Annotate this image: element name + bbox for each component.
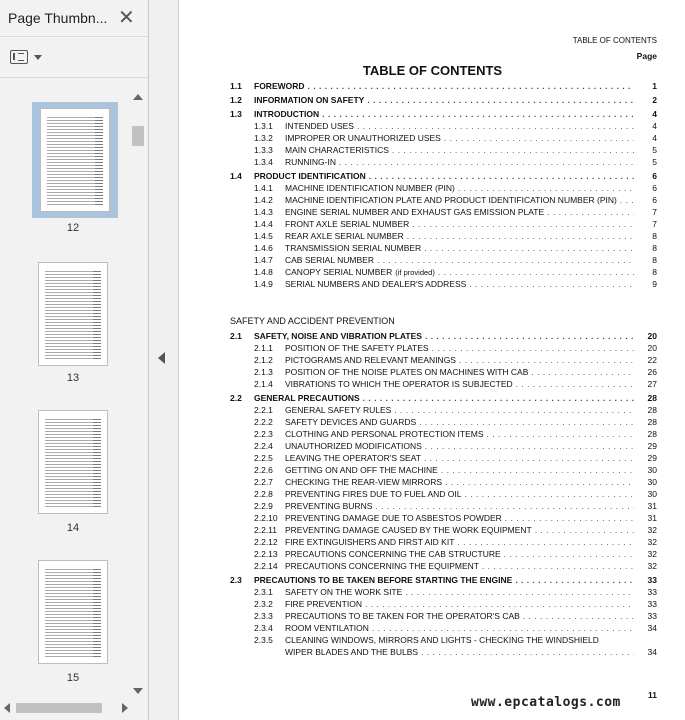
- toc-leader-dots: [504, 548, 634, 560]
- toc-entry-title: MAIN CHARACTERISTICS: [285, 145, 389, 155]
- toc-entry[interactable]: [230, 182, 657, 194]
- toc-entry[interactable]: [230, 354, 657, 366]
- toc-leader-dots: [377, 254, 634, 266]
- toc-entry-number: 2.2.11: [254, 525, 278, 535]
- page-number: 11: [648, 690, 657, 700]
- toc-entry-page: 28: [647, 405, 657, 415]
- toc-entry[interactable]: [230, 452, 657, 464]
- panel-header: [0, 0, 148, 37]
- toc-entry[interactable]: [230, 610, 657, 622]
- toc-entry[interactable]: [230, 500, 657, 512]
- toc-leader-dots: [322, 108, 634, 120]
- toc-entry-number: 2.2.4: [254, 441, 273, 451]
- toc-entry[interactable]: [230, 392, 657, 404]
- toc-entry[interactable]: [230, 536, 657, 548]
- toc-entry-number: 2.2.5: [254, 453, 273, 463]
- toc-entry[interactable]: [230, 80, 657, 92]
- toc-entry[interactable]: [230, 524, 657, 536]
- toc-entry[interactable]: [230, 278, 657, 290]
- toc-entry-title: PRECAUTIONS CONCERNING THE CAB STRUCTURE: [285, 549, 501, 559]
- toc-entry[interactable]: [230, 428, 657, 440]
- toc-entry-number: 2.2.9: [254, 501, 273, 511]
- toc-entry[interactable]: [230, 144, 657, 156]
- toc-entry-number: 1.4.3: [254, 207, 273, 217]
- toc-entry[interactable]: [230, 254, 657, 266]
- toc-entry-page: 28: [647, 429, 657, 439]
- toc-entry-page: 6: [652, 183, 657, 193]
- chevron-down-icon: [34, 55, 42, 60]
- thumbnail-content: [93, 271, 101, 359]
- options-menu-icon: [10, 50, 28, 64]
- toc-entry-title: MACHINE IDENTIFICATION PLATE AND PRODUCT IDENTIFICATION NUMBER (PIN): [285, 195, 617, 205]
- toc-entry[interactable]: [230, 342, 657, 354]
- toc-entry-number: 2.3.3: [254, 611, 273, 621]
- toc-entry-title: ENGINE SERIAL NUMBER AND EXHAUST GAS EMISSION PLATE: [285, 207, 545, 217]
- toc-entry-number: 1.1: [230, 81, 242, 91]
- toc-leader-dots: [308, 80, 634, 92]
- toc-entry-page: 4: [652, 133, 657, 143]
- toc-leader-dots: [482, 560, 634, 572]
- toc-entry-page: 33: [647, 575, 657, 585]
- toc-leader-dots: [367, 94, 634, 106]
- toc-list: [230, 80, 657, 658]
- toc-entry[interactable]: [230, 464, 657, 476]
- toc-entry-title: INTRODUCTION: [254, 109, 320, 119]
- toc-entry-title: REAR AXLE SERIAL NUMBER: [285, 231, 404, 241]
- close-icon[interactable]: ✕: [118, 7, 135, 29]
- toc-entry[interactable]: [230, 404, 657, 416]
- toc-entry[interactable]: [230, 194, 657, 206]
- toc-entry[interactable]: [230, 170, 657, 182]
- toc-entry-number: 2.3.5: [254, 635, 273, 645]
- toc-leader-dots: [531, 366, 634, 378]
- watermark: www.epcatalogs.com: [471, 695, 621, 710]
- toc-entry-number: 2.1.4: [254, 379, 273, 389]
- toc-entry[interactable]: [230, 266, 657, 278]
- toc-entry-number: 2.1.3: [254, 367, 273, 377]
- toc-entry-number: 2.1: [230, 331, 242, 341]
- panel-title: Page Thumbn...: [8, 10, 108, 26]
- toc-entry-title: POSITION OF THE SAFETY PLATES: [285, 343, 429, 353]
- toc-leader-dots: [425, 330, 634, 342]
- toc-leader-dots: [535, 524, 634, 536]
- thumbnail-label: 14: [66, 522, 80, 534]
- toc-entry-number: 2.2.6: [254, 465, 273, 475]
- thumbnail-label: 15: [66, 672, 80, 684]
- toc-entry-number: 1.2: [230, 95, 242, 105]
- toc-leader-dots: [372, 622, 634, 634]
- toc-entry-title: PREVENTING FIRES DUE TO FUEL AND OIL: [285, 489, 462, 499]
- thumbnail-content: [93, 569, 101, 657]
- page-thumbnails-panel: [0, 0, 149, 720]
- toc-entry-page: 29: [647, 453, 657, 463]
- toc-entry-page: 33: [647, 611, 657, 621]
- toc-entry-title: FOREWORD: [254, 81, 305, 91]
- toc-entry[interactable]: [230, 206, 657, 218]
- toc-entry-page: 32: [647, 537, 657, 547]
- toc-leader-dots: [424, 452, 634, 464]
- toc-leader-dots: [620, 194, 634, 206]
- toc-entry-number: 1.4.1: [254, 183, 273, 193]
- toc-entry-number: 1.3.4: [254, 157, 273, 167]
- toc-entry-page: 32: [647, 549, 657, 559]
- toc-entry-number: 1.4.7: [254, 255, 273, 265]
- toc-leader-dots: [438, 266, 634, 278]
- toc-entry-title: FIRE PREVENTION: [285, 599, 362, 609]
- toc-entry[interactable]: [230, 242, 657, 254]
- toc-leader-dots: [459, 354, 634, 366]
- toc-entry[interactable]: [230, 646, 657, 658]
- toc-entry-title: GETTING ON AND OFF THE MACHINE: [285, 465, 438, 475]
- toc-entry-number: 1.3.1: [254, 121, 273, 131]
- toc-entry[interactable]: [230, 560, 657, 572]
- toc-entry-title: LEAVING THE OPERATOR'S SEAT: [285, 453, 421, 463]
- toc-entry[interactable]: [230, 366, 657, 378]
- toc-entry-page: 26: [647, 367, 657, 377]
- toc-entry-note: (if provided): [395, 268, 435, 277]
- toc-entry-page: 8: [652, 255, 657, 265]
- toc-leader-dots: [363, 392, 634, 404]
- toc-entry-page: 29: [647, 441, 657, 451]
- toc-entry-number: 2.2.8: [254, 489, 273, 499]
- toc-entry[interactable]: [230, 416, 657, 428]
- toc-entry-page: 7: [652, 219, 657, 229]
- toc-entry[interactable]: [230, 156, 657, 168]
- toc-entry-page: 8: [652, 231, 657, 241]
- toc-entry[interactable]: [230, 586, 657, 598]
- scroll-right-icon[interactable]: [122, 703, 128, 713]
- toc-leader-dots: [516, 378, 634, 390]
- toc-entry-page: 30: [647, 489, 657, 499]
- toc-entry-number: 1.3: [230, 109, 242, 119]
- toc-leader-dots: [515, 574, 634, 586]
- toc-leader-dots: [407, 230, 634, 242]
- toc-entry[interactable]: [230, 108, 657, 120]
- toc-entry[interactable]: [230, 634, 657, 646]
- toc-leader-dots: [444, 132, 634, 144]
- toc-entry-number: 1.4.5: [254, 231, 273, 241]
- toc-entry-title: PRECAUTIONS TO BE TAKEN FOR THE OPERATOR'S CAB: [285, 611, 520, 621]
- toc-entry-title: MACHINE IDENTIFICATION NUMBER (PIN): [285, 183, 455, 193]
- running-head: TABLE OF CONTENTS: [572, 36, 657, 45]
- toc-entry-number: 2.2: [230, 393, 242, 403]
- toc-leader-dots: [412, 218, 634, 230]
- toc-entry-number: 2.2.1: [254, 405, 273, 415]
- toc-entry-page: 6: [652, 171, 657, 181]
- scroll-down-icon[interactable]: [133, 688, 143, 694]
- toc-entry-number: 2.3.2: [254, 599, 273, 609]
- toc-leader-dots: [365, 598, 634, 610]
- thumbnail-page-13[interactable]: [38, 262, 108, 366]
- toc-entry-title: WIPER BLADES AND THE BULBS: [285, 647, 419, 657]
- toc-entry-page: 27: [647, 379, 657, 389]
- toc-entry-title: SAFETY, NOISE AND VIBRATION PLATES: [254, 331, 422, 341]
- scroll-up-icon[interactable]: [133, 94, 143, 100]
- toc-entry-page: 34: [647, 647, 657, 657]
- toc-entry-page: 33: [647, 599, 657, 609]
- toc-entry-title: TRANSMISSION SERIAL NUMBER: [285, 243, 422, 253]
- toc-entry-page: 8: [652, 243, 657, 253]
- scrollbar-thumb[interactable]: [16, 703, 102, 713]
- toc-entry[interactable]: [230, 120, 657, 132]
- toc-entry-number: 2.2.14: [254, 561, 278, 571]
- toc-entry-title: GENERAL SAFETY RULES: [285, 405, 392, 415]
- toc-entry-page: 5: [652, 145, 657, 155]
- thumbnail-content: [93, 419, 101, 507]
- toc-entry[interactable]: [230, 548, 657, 560]
- toc-entry-title: SERIAL NUMBERS AND DEALER'S ADDRESS: [285, 279, 467, 289]
- toc-entry[interactable]: [230, 488, 657, 500]
- toc-leader-dots: [465, 488, 635, 500]
- toc-leader-dots: [547, 206, 634, 218]
- toc-entry-title: CLOTHING AND PERSONAL PROTECTION ITEMS: [285, 429, 484, 439]
- toc-leader-dots: [425, 440, 634, 452]
- toc-entry-title: SAFETY DEVICES AND GUARDS: [285, 417, 417, 427]
- toc-leader-dots: [339, 156, 634, 168]
- toc-entry-page: 20: [647, 331, 657, 341]
- toc-entry[interactable]: [230, 622, 657, 634]
- toc-entry-page: 5: [652, 157, 657, 167]
- toc-entry-page: 20: [647, 343, 657, 353]
- page-column-label: Page: [636, 51, 657, 61]
- toc-leader-dots: [424, 242, 634, 254]
- toc-leader-dots: [394, 404, 634, 416]
- toc-entry[interactable]: [230, 132, 657, 144]
- toc-entry-number: 1.3.3: [254, 145, 273, 155]
- toc-entry-title: POSITION OF THE NOISE PLATES ON MACHINES WITH CAB: [285, 367, 529, 377]
- toc-entry-number: 2.2.12: [254, 537, 278, 547]
- toc-entry-page: 30: [647, 465, 657, 475]
- toc-leader-dots: [392, 144, 634, 156]
- toc-entry-page: 32: [647, 561, 657, 571]
- toc-entry-title: CLEANING WINDOWS, MIRRORS AND LIGHTS - CHECKING THE WINDSHIELD: [285, 635, 599, 645]
- toc-entry-number: 2.2.7: [254, 477, 273, 487]
- toc-entry-page: 28: [647, 417, 657, 427]
- toc-entry-title: VIBRATIONS TO WHICH THE OPERATOR IS SUBJECTED: [285, 379, 513, 389]
- toc-leader-dots: [441, 464, 634, 476]
- toc-entry-number: 2.1.2: [254, 355, 273, 365]
- toc-leader-dots: [445, 476, 634, 488]
- toc-entry-title: PICTOGRAMS AND RELEVANT MEANINGS: [285, 355, 456, 365]
- toc-entry-page: 4: [652, 109, 657, 119]
- part-title: SAFETY AND ACCIDENT PREVENTION: [230, 316, 395, 326]
- toc-entry-title: CAB SERIAL NUMBER: [285, 255, 374, 265]
- toc-leader-dots: [457, 536, 634, 548]
- toc-entry-number: 1.4.2: [254, 195, 273, 205]
- scroll-left-icon[interactable]: [4, 703, 10, 713]
- toc-entry-title: ROOM VENTILATION: [285, 623, 369, 633]
- toc-entry-page: 9: [652, 279, 657, 289]
- toc-entry-title: PREVENTING DAMAGE DUE TO ASBESTOS POWDER: [285, 513, 502, 523]
- toc-leader-dots: [487, 428, 634, 440]
- toc-entry-number: 1.4.8: [254, 267, 273, 277]
- toc-entry-number: 1.4: [230, 171, 242, 181]
- thumbnail-horizontal-scrollbar[interactable]: [0, 700, 146, 716]
- panel-splitter[interactable]: [149, 0, 175, 720]
- toc-leader-dots: [419, 416, 634, 428]
- toc-entry-title: PREVENTING BURNS: [285, 501, 373, 511]
- toc-entry-page: 34: [647, 623, 657, 633]
- toc-entry-number: 2.2.2: [254, 417, 273, 427]
- toc-entry-page: 1: [652, 81, 657, 91]
- thumbnail-page-14[interactable]: [38, 410, 108, 514]
- toc-entry-page: 7: [652, 207, 657, 217]
- toc-entry-title: PRECAUTIONS CONCERNING THE EQUIPMENT: [285, 561, 479, 571]
- toc-entry-number: 1.3.2: [254, 133, 273, 143]
- toc-entry[interactable]: [230, 218, 657, 230]
- toc-entry[interactable]: [230, 440, 657, 452]
- toc-leader-dots: [357, 120, 634, 132]
- toc-entry-number: 1.4.9: [254, 279, 273, 289]
- toc-entry-title: INFORMATION ON SAFETY: [254, 95, 365, 105]
- toc-entry-title: PRODUCT IDENTIFICATION: [254, 171, 366, 181]
- toc-leader-dots: [405, 586, 634, 598]
- thumbnail-page-15[interactable]: [38, 560, 108, 664]
- toc-entry[interactable]: [230, 598, 657, 610]
- toc-leader-dots: [421, 646, 634, 658]
- toc-entry-title: IMPROPER OR UNAUTHORIZED USES: [285, 133, 441, 143]
- thumbnail-page-12[interactable]: [40, 108, 110, 212]
- thumbnail-content: [95, 117, 103, 205]
- toc-entry-page: 4: [652, 121, 657, 131]
- toc-entry-title: SAFETY ON THE WORK SITE: [285, 587, 403, 597]
- thumbnail-list[interactable]: [0, 78, 130, 698]
- thumbnail-label: 13: [66, 372, 80, 384]
- toc-entry[interactable]: [230, 378, 657, 390]
- toc-entry[interactable]: [230, 230, 657, 242]
- toc-entry-page: 31: [647, 513, 657, 523]
- toc-entry[interactable]: [230, 476, 657, 488]
- toc-entry-page: 31: [647, 501, 657, 511]
- toc-entry-page: 22: [647, 355, 657, 365]
- toc-entry-page: 8: [652, 267, 657, 277]
- toc-entry-number: 2.2.13: [254, 549, 278, 559]
- toc-entry-title: PRECAUTIONS TO BE TAKEN BEFORE STARTING THE ENGINE: [254, 575, 513, 585]
- toc-leader-dots: [505, 512, 634, 524]
- toc-entry-number: 1.4.4: [254, 219, 273, 229]
- toc-title: TABLE OF CONTENTS: [362, 63, 503, 78]
- toc-entry-number: 2.3.1: [254, 587, 273, 597]
- toc-entry[interactable]: [230, 94, 657, 106]
- toc-leader-dots: [469, 278, 634, 290]
- toc-entry[interactable]: [230, 574, 657, 586]
- toc-entry-title: CANOPY SERIAL NUMBER: [285, 267, 393, 277]
- toc-entry-page: 30: [647, 477, 657, 487]
- document-page: [178, 0, 685, 720]
- toc-entry-number: 2.3.4: [254, 623, 273, 633]
- toc-entry[interactable]: [230, 512, 657, 524]
- toc-entry-page: 28: [647, 393, 657, 403]
- toc-entry-title: CHECKING THE REAR-VIEW MIRRORS: [285, 477, 443, 487]
- toc-entry-title: RUNNING-IN: [285, 157, 336, 167]
- toc-entry-number: 2.1.1: [254, 343, 273, 353]
- toc-entry-number: 2.3: [230, 575, 242, 585]
- toc-entry-page: 33: [647, 587, 657, 597]
- thumbnail-options-button[interactable]: [0, 37, 148, 78]
- toc-leader-dots: [432, 342, 634, 354]
- toc-entry-number: 2.2.10: [254, 513, 278, 523]
- toc-entry-title: PREVENTING DAMAGE CAUSED BY THE WORK EQUIPMENT: [285, 525, 532, 535]
- thumbnail-vertical-scrollbar[interactable]: [130, 90, 146, 698]
- toc-entry-title: INTENDED USES: [285, 121, 354, 131]
- toc-entry-title: FRONT AXLE SERIAL NUMBER: [285, 219, 410, 229]
- toc-entry-title: GENERAL PRECAUTIONS: [254, 393, 360, 403]
- toc-leader-dots: [458, 182, 634, 194]
- toc-leader-dots: [375, 500, 634, 512]
- collapse-panel-icon[interactable]: [158, 352, 165, 364]
- toc-entry-title: UNAUTHORIZED MODIFICATIONS: [285, 441, 422, 451]
- toc-entry-title: FIRE EXTINGUISHERS AND FIRST AID KIT: [285, 537, 455, 547]
- toc-entry-page: 6: [652, 195, 657, 205]
- toc-entry-page: 2: [652, 95, 657, 105]
- toc-entry-number: 1.4.6: [254, 243, 273, 253]
- thumbnail-label: 12: [66, 222, 80, 234]
- toc-entry[interactable]: [230, 330, 657, 342]
- scrollbar-thumb[interactable]: [132, 126, 144, 146]
- toc-leader-dots: [369, 170, 634, 182]
- toc-leader-dots: [523, 610, 634, 622]
- toc-entry-number: 2.2.3: [254, 429, 273, 439]
- toc-entry-page: 32: [647, 525, 657, 535]
